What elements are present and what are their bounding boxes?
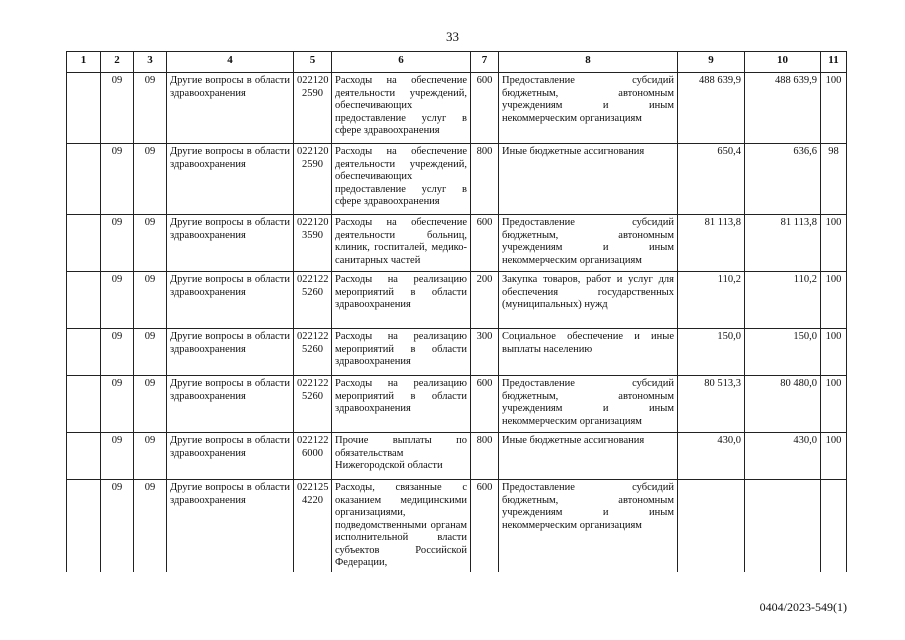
column-header: 5 <box>294 52 332 73</box>
planned-amount-cell: 150,0 <box>678 329 745 376</box>
section-cell: 09 <box>101 215 134 272</box>
column-header: 7 <box>471 52 499 73</box>
article-name-cell: Расходы на обеспечение деятельности учреждений, обеспечивающих предоставление услуг в сфере здравоохранения <box>332 73 471 144</box>
expense-type-name-cell: Предоставление субсидий бюджетным, автономным учреждениям и иным некоммерческим организациям <box>499 376 678 433</box>
subsection-name-cell: Другие вопросы в области здравоохранения <box>167 144 294 215</box>
table-row <box>67 215 847 272</box>
planned-amount-cell: 81 113,8 <box>678 215 745 272</box>
subsection-name-cell: Другие вопросы в области здравоохранения <box>167 433 294 480</box>
column-header: 2 <box>101 52 134 73</box>
section-cell: 09 <box>101 272 134 329</box>
expense-type-name-cell: Предоставление субсидий бюджетным, автономным учреждениям и иным некоммерческим организациям <box>499 73 678 144</box>
planned-amount-cell: 110,2 <box>678 272 745 329</box>
table-row <box>67 329 847 376</box>
section-cell: 09 <box>101 144 134 215</box>
actual-amount-cell: 150,0 <box>745 329 821 376</box>
row-number-cell <box>67 215 101 272</box>
subsection-cell: 09 <box>134 73 167 144</box>
planned-amount-cell <box>678 480 745 572</box>
table-row <box>67 480 847 572</box>
target-article-cell: 022125 4220 <box>294 480 332 572</box>
table-header-row <box>67 52 847 73</box>
section-cell: 09 <box>101 73 134 144</box>
column-header: 9 <box>678 52 745 73</box>
expense-type-cell: 600 <box>471 480 499 572</box>
target-article-cell: 022120 2590 <box>294 144 332 215</box>
subsection-cell: 09 <box>134 433 167 480</box>
row-number-cell <box>67 480 101 572</box>
expense-type-cell: 600 <box>471 73 499 144</box>
actual-amount-cell <box>745 480 821 572</box>
expense-type-name-cell: Социальное обеспечение и иные выплаты населению <box>499 329 678 376</box>
article-name-cell: Расходы на реализацию мероприятий в области здравоохранения <box>332 329 471 376</box>
table-row <box>67 73 847 144</box>
planned-amount-cell: 80 513,3 <box>678 376 745 433</box>
article-name-cell: Расходы, связанные с оказанием медицинскими организациями, подведомственными органам исполнительной власти субъектов Российской Федерации, <box>332 480 471 572</box>
expense-type-cell: 800 <box>471 433 499 480</box>
page-number: 33 <box>446 29 459 44</box>
planned-amount-cell: 650,4 <box>678 144 745 215</box>
percent-cell: 100 <box>821 215 847 272</box>
subsection-cell: 09 <box>134 272 167 329</box>
expense-type-cell: 600 <box>471 376 499 433</box>
actual-amount-cell: 488 639,9 <box>745 73 821 144</box>
section-cell: 09 <box>101 329 134 376</box>
column-header: 8 <box>499 52 678 73</box>
expense-type-name-cell: Иные бюджетные ассигнования <box>499 144 678 215</box>
expense-type-name-cell: Предоставление субсидий бюджетным, автономным учреждениям и иным некоммерческим организациям <box>499 215 678 272</box>
subsection-name-cell: Другие вопросы в области здравоохранения <box>167 272 294 329</box>
percent-cell: 98 <box>821 144 847 215</box>
row-number-cell <box>67 73 101 144</box>
target-article-cell: 022122 5260 <box>294 272 332 329</box>
actual-amount-cell: 430,0 <box>745 433 821 480</box>
subsection-name-cell: Другие вопросы в области здравоохранения <box>167 376 294 433</box>
table-row <box>67 144 847 215</box>
row-number-cell <box>67 433 101 480</box>
expense-type-name-cell: Закупка товаров, работ и услуг для обеспечения государственных (муниципальных) нужд <box>499 272 678 329</box>
column-header: 3 <box>134 52 167 73</box>
subsection-name-cell: Другие вопросы в области здравоохранения <box>167 215 294 272</box>
percent-cell <box>821 480 847 572</box>
actual-amount-cell: 636,6 <box>745 144 821 215</box>
expense-type-cell: 600 <box>471 215 499 272</box>
planned-amount-cell: 488 639,9 <box>678 73 745 144</box>
article-name-cell: Прочие выплаты по обязательствам Нижегородской области <box>332 433 471 480</box>
article-name-cell: Расходы на реализацию мероприятий в области здравоохранения <box>332 272 471 329</box>
column-header: 1 <box>67 52 101 73</box>
row-number-cell <box>67 329 101 376</box>
row-number-cell <box>67 272 101 329</box>
subsection-cell: 09 <box>134 215 167 272</box>
article-name-cell: Расходы на реализацию мероприятий в области здравоохранения <box>332 376 471 433</box>
target-article-cell: 022120 2590 <box>294 73 332 144</box>
actual-amount-cell: 80 480,0 <box>745 376 821 433</box>
percent-cell: 100 <box>821 376 847 433</box>
target-article-cell: 022122 5260 <box>294 376 332 433</box>
column-header: 6 <box>332 52 471 73</box>
column-header: 4 <box>167 52 294 73</box>
section-cell: 09 <box>101 376 134 433</box>
planned-amount-cell: 430,0 <box>678 433 745 480</box>
expense-type-cell: 200 <box>471 272 499 329</box>
article-name-cell: Расходы на обеспечение деятельности учреждений, обеспечивающих предоставление услуг в сфере здравоохранения <box>332 144 471 215</box>
budget-table <box>66 51 847 572</box>
subsection-name-cell: Другие вопросы в области здравоохранения <box>167 329 294 376</box>
expense-type-cell: 300 <box>471 329 499 376</box>
expense-type-name-cell: Предоставление субсидий бюджетным, автономным учреждениям и иным некоммерческим организациям <box>499 480 678 572</box>
expense-type-name-cell: Иные бюджетные ассигнования <box>499 433 678 480</box>
percent-cell: 100 <box>821 272 847 329</box>
document-code: 0404/2023-549(1) <box>759 600 847 614</box>
column-header: 11 <box>821 52 847 73</box>
percent-cell: 100 <box>821 329 847 376</box>
subsection-cell: 09 <box>134 480 167 572</box>
percent-cell: 100 <box>821 433 847 480</box>
column-header: 10 <box>745 52 821 73</box>
actual-amount-cell: 81 113,8 <box>745 215 821 272</box>
subsection-name-cell: Другие вопросы в области здравоохранения <box>167 73 294 144</box>
subsection-cell: 09 <box>134 376 167 433</box>
section-cell: 09 <box>101 480 134 572</box>
subsection-cell: 09 <box>134 329 167 376</box>
expense-type-cell: 800 <box>471 144 499 215</box>
percent-cell: 100 <box>821 73 847 144</box>
target-article-cell: 022120 3590 <box>294 215 332 272</box>
row-number-cell <box>67 376 101 433</box>
actual-amount-cell: 110,2 <box>745 272 821 329</box>
target-article-cell: 022122 5260 <box>294 329 332 376</box>
section-cell: 09 <box>101 433 134 480</box>
subsection-name-cell: Другие вопросы в области здравоохранения <box>167 480 294 572</box>
target-article-cell: 022122 6000 <box>294 433 332 480</box>
row-number-cell <box>67 144 101 215</box>
article-name-cell: Расходы на обеспечение деятельности больниц, клиник, госпиталей, медико-санитарных частей <box>332 215 471 272</box>
subsection-cell: 09 <box>134 144 167 215</box>
table-row <box>67 433 847 480</box>
table-row <box>67 376 847 433</box>
table-row <box>67 272 847 329</box>
